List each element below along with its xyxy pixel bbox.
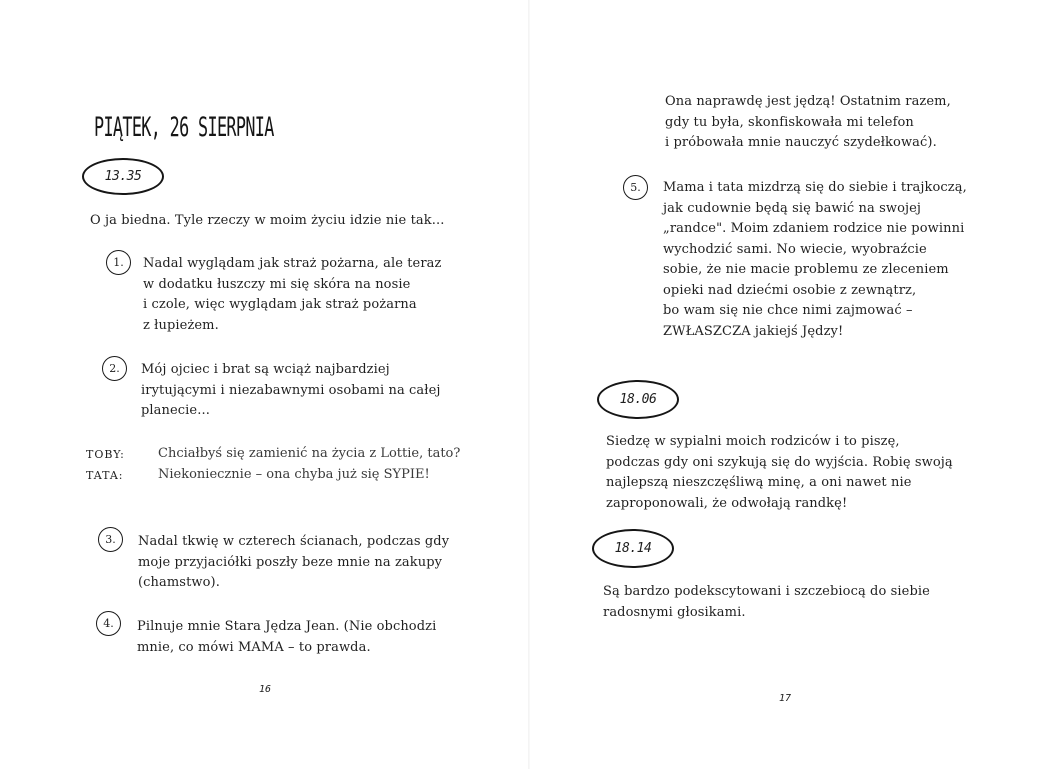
list-item-line: moje przyjaciółki poszły beze mnie na zakupy xyxy=(138,554,443,570)
time-label: 18.14 xyxy=(614,541,652,556)
list-item-line: Mama i tata mizdrzą się do siebie i trajkoczą, xyxy=(663,180,967,195)
list-item-line: z łupieżem. xyxy=(143,317,219,333)
dialog-speaker: TATA: xyxy=(86,469,124,482)
continuation-paragraph xyxy=(665,92,951,154)
time-oval xyxy=(597,380,679,419)
list-item-line: jak cudownie będą się bawić na swojej xyxy=(663,200,922,216)
dialog-line: Chciałbyś się zamienić na życia z Lottie, tato? xyxy=(158,446,461,461)
paragraph-line: i próbowała mnie nauczyć szydełkować). xyxy=(665,135,937,150)
paragraph-line: podczas gdy oni szykują się do wyjścia. Robię swoją xyxy=(606,454,953,470)
list-item xyxy=(143,254,441,336)
list-item-line: Nadal wyglądam jak straż pożarna, ale teraz xyxy=(143,256,442,271)
paragraph-line: gdy tu była, skonfiskowała mi telefon xyxy=(665,114,914,130)
page-title: PIĄTEK, 26 SIERPNIA xyxy=(94,112,274,143)
list-item-line: opieki nad dziećmi osobie z zewnątrz, xyxy=(663,282,917,298)
list-item-line: i czole, więc wyglądam jak straż pożarna xyxy=(143,297,417,312)
list-item-line: wychodzić sami. No wiecie, wyobraźcie xyxy=(663,241,927,257)
page-number: 17 xyxy=(779,693,792,704)
list-item-line: bo wam się nie chce nimi zajmować – xyxy=(663,303,913,318)
paragraph-line: Siedzę w sypialni moich rodziców i to piszę, xyxy=(606,434,900,449)
list-number-badge: 3. xyxy=(98,527,123,552)
list-item-line: planecie... xyxy=(141,403,210,418)
paragraph-line: zaproponowali, że odwołają randkę! xyxy=(606,495,848,511)
list-item-line: „randce". Moim zdaniem rodzice nie powinni xyxy=(663,221,965,236)
list-item-line: (chamstwo). xyxy=(138,575,220,590)
paragraph-line: Ona naprawdę jest jędzą! Ostatnim razem, xyxy=(665,94,951,109)
list-item xyxy=(137,617,436,658)
list-item-line: ZWŁASZCZA jakiejś Jędzy! xyxy=(663,323,844,339)
dialog-speaker: TOBY: xyxy=(86,448,125,461)
list-item-line: sobie, że nie macie problemu ze zleceniem xyxy=(663,262,949,277)
list-item-line: Pilnuje mnie Stara Jędza Jean. (Nie obchodzi xyxy=(137,619,437,634)
list-item-line: Mój ojciec i brat są wciąż najbardziej xyxy=(141,362,390,377)
list-number-badge: 1. xyxy=(106,250,131,275)
list-number-badge: 2. xyxy=(102,356,127,381)
list-item xyxy=(138,532,449,594)
list-item-line: mnie, co mówi MAMA – to prawda. xyxy=(137,639,371,655)
list-item-line: w dodatku łuszczy mi się skóra na nosie xyxy=(143,276,411,292)
paragraph xyxy=(606,432,953,514)
list-item-line: Nadal tkwię w czterech ścianach, podczas gdy xyxy=(138,534,450,549)
dialog-line: Niekoniecznie – ona chyba już się SYPIE! xyxy=(158,467,430,482)
paragraph-line: Są bardzo podekscytowani i szczebiocą do siebie xyxy=(603,584,930,599)
list-number-badge: 4. xyxy=(96,611,121,636)
list-number-badge: 5. xyxy=(623,175,648,200)
time-oval xyxy=(592,529,674,568)
intro-paragraph: O ja biedna. Tyle rzeczy w moim życiu idzie nie tak... xyxy=(90,213,445,228)
page-number: 16 xyxy=(259,684,272,695)
time-label: 13.35 xyxy=(104,169,142,184)
list-item xyxy=(141,360,441,422)
time-label: 18.06 xyxy=(619,392,657,407)
list-item xyxy=(663,178,967,342)
time-oval xyxy=(82,158,164,195)
paragraph xyxy=(603,582,930,623)
list-item-line: irytującymi i niezabawnymi osobami na całej xyxy=(141,382,441,398)
paragraph-line: najlepszą nieszczęśliwą minę, a oni nawet nie xyxy=(606,475,912,490)
right-page xyxy=(529,0,1058,769)
paragraph-line: radosnymi głosikami. xyxy=(603,604,746,620)
